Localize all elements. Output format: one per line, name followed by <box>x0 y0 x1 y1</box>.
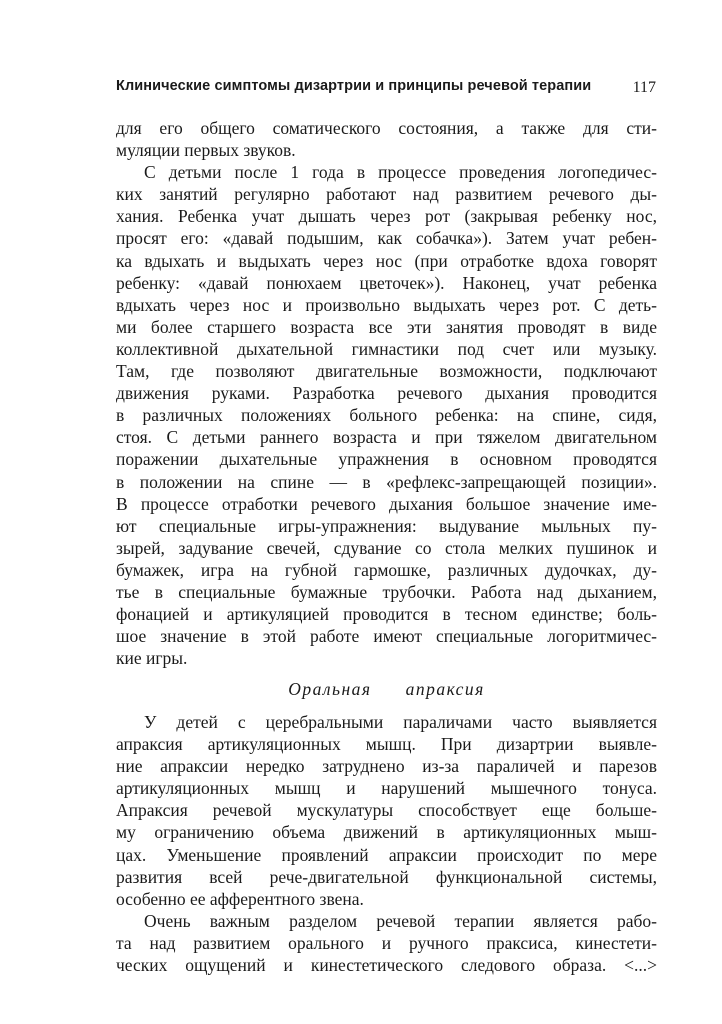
text-line: вдыхать через нос и произвольно выдыхать через рот. С деть- <box>116 294 657 315</box>
text-line: ми более старшего возраста все эти занятия проводят в виде <box>116 316 657 337</box>
text-line: просят его: «давай подышим, как собачка»). Затем учат ребен- <box>116 228 657 249</box>
text-line: муляции первых звуков. <box>116 140 296 161</box>
text-line: шое значение в этой работе имеют специальные логоритмичес- <box>116 626 657 647</box>
text-line: та над развитием орального и ручного праксиса, кинестети- <box>116 932 657 953</box>
text-line: Там, где позволяют двигательные возможности, подключают <box>116 361 657 382</box>
text-line: ких занятий регулярно работают над развитием речевого ды- <box>116 184 657 205</box>
text-line: зырей, задувание свечей, сдувание со стола мелких пушинок и <box>116 537 657 558</box>
text-line: особенно ее афферентного звена. <box>116 888 364 909</box>
text-line: ребенку: «давай понюхаем цветочек»). Наконец, учат ребенка <box>116 272 657 293</box>
heading-word: апраксия <box>405 679 485 699</box>
text-line: апраксия артикуляционных мышц. При дизартрии выявле- <box>116 734 657 755</box>
text-line: му ограничению объема движений в артикуляционных мыш- <box>116 822 657 843</box>
text-line: артикуляционных мышц и нарушений мышечного тонуса. <box>116 778 657 799</box>
text-line: фонацией и артикуляцией проводится в тесном единстве; боль- <box>116 604 657 625</box>
text-line: ческих ощущений и кинестетического следового образа. <...> <box>116 955 657 976</box>
text-line: В процессе отработки речевого дыхания большое значение име- <box>116 493 657 514</box>
running-title: Клинические симптомы дизартрии и принципы речевой терапии <box>116 78 592 94</box>
text-line: Апраксия речевой мускулатуры способствует еще больше- <box>116 800 657 821</box>
text-line: тье в специальные бумажные трубочки. Работа над дыханием, <box>116 581 657 602</box>
text-line: поражении дыхательные упражнения в основном проводятся <box>116 449 657 470</box>
text-line: У детей с церебральными параличами часто выявляется <box>144 712 657 732</box>
text-line: в различных положениях больного ребенка: на спине, сидя, <box>116 405 657 426</box>
text-line: стоя. С детьми раннего возраста и при тяжелом двигательном <box>116 427 657 448</box>
text-line: развития всей рече-двигательной функциональной системы, <box>116 866 657 887</box>
text-line: Очень важным разделом речевой терапии является рабо- <box>144 910 657 931</box>
page-number: 117 <box>632 79 656 96</box>
text-line: ют специальные игры-упражнения: выдувание мыльных пу- <box>116 515 657 536</box>
text-line: хания. Ребенка учат дышать через рот (закрывая ребенку нос, <box>116 206 657 227</box>
text-line: бумажек, игра на губной гармошке, различных дудочках, ду- <box>116 559 657 580</box>
text-line: коллективной дыхательной гимнастики под счет или музыку. <box>116 338 657 359</box>
text-line: ка вдыхать и выдыхать через нос (при отработке вдоха говорят <box>116 250 657 271</box>
text-line: С детьми после 1 года в процессе проведения логопедичес- <box>144 162 657 183</box>
text-line: ние апраксии нередко затруднено из-за параличей и парезов <box>116 756 657 777</box>
section-heading <box>116 679 657 700</box>
text-line: движения руками. Разработка речевого дыхания проводится <box>116 383 657 404</box>
section-apraxia-text <box>116 711 657 976</box>
text-line: цах. Уменьшение проявлений апраксии происходит по мере <box>116 844 657 865</box>
text-line: кие игры. <box>116 648 188 669</box>
section-breathing-text <box>116 117 657 669</box>
heading-word: Оральная <box>288 679 372 699</box>
text-line: для его общего соматического состояния, а также для сти- <box>116 118 657 138</box>
running-header <box>116 78 656 100</box>
text-line: в положении на спине — в «рефлекс-запрещающей позиции». <box>116 471 657 492</box>
